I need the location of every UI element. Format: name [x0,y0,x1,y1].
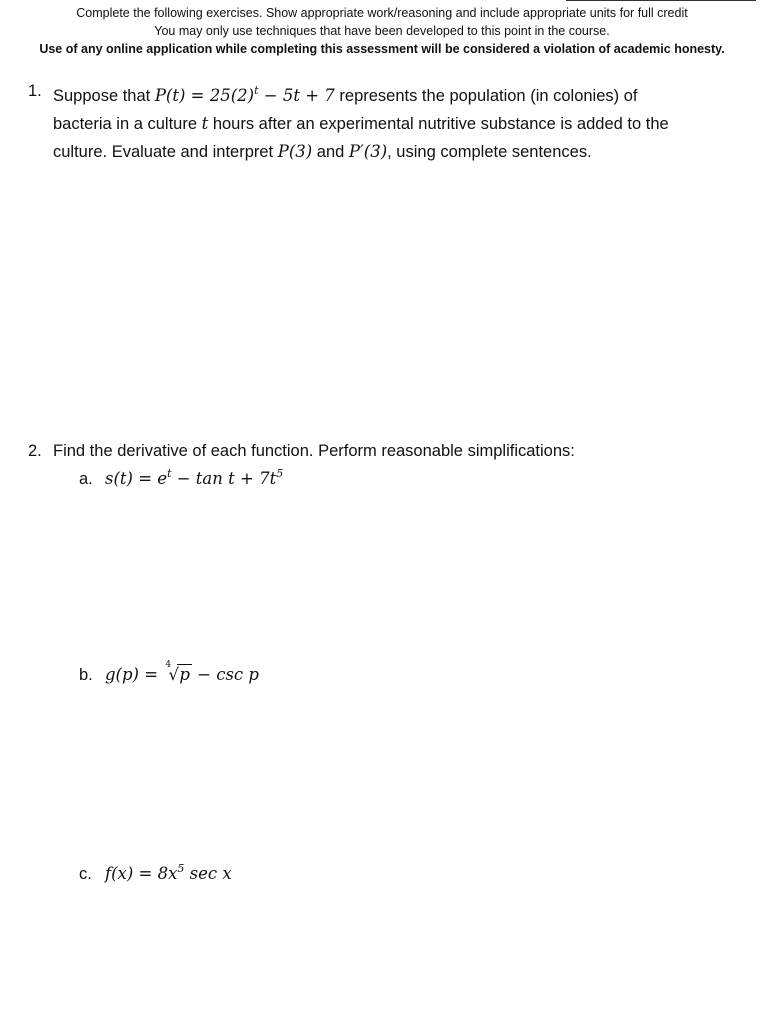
name-line-rule [566,0,756,1]
part-label: a. [79,470,93,488]
question-2c [79,862,232,884]
text: hours after an experimental nutritive substance is added to the [208,115,669,133]
question-number: 1. [28,82,42,100]
question-2 [28,437,768,467]
formula-part: f(x) = 8x [105,864,178,883]
exponent: 5 [177,862,185,875]
fourth-root [163,660,192,684]
text: , using complete sentences. [387,143,592,161]
function-g [105,660,259,684]
question-1 [28,77,768,167]
question-2a [79,467,283,489]
question-1-line-1 [53,77,669,110]
instruction-line-1: Complete the following exercises. Show appropriate work/reasoning and include appropriate units for full credit [76,6,688,20]
function-s [105,469,283,488]
text: bacteria in a culture [53,115,202,133]
variable: t [201,114,209,133]
formula-part: s(t) = e [105,469,168,488]
formula-part: − csc p [191,665,259,684]
part-label: c. [79,865,92,883]
text: culture. Evaluate and interpret [53,143,278,161]
exponent: t [167,467,172,480]
question-1-line-3 [53,138,669,166]
exponent: 5 [276,467,284,480]
question-number: 2. [28,442,42,460]
formula-part: g(p) = [105,665,164,684]
math-expression: P′(3) [348,142,388,161]
text: and [312,143,349,161]
question-1-text [53,77,669,166]
question-2-text: Find the derivative of each function. Perform reasonable simplifications: [53,442,575,460]
population-formula [155,86,335,105]
text: represents the population (in colonies) of [334,87,638,105]
question-2b [79,660,259,685]
formula-part: − 5t + 7 [258,86,335,105]
exponent: t [254,84,259,97]
instructions-header [0,4,764,58]
root-index: 4 [165,660,172,670]
instruction-line-2: You may only use techniques that have been developed to this point in the course. [154,24,610,38]
formula-part: − tan t + 7t [171,469,277,488]
question-1-line-2 [53,110,669,138]
text: Suppose that [53,87,155,105]
part-label: b. [79,666,93,684]
radicand: p [179,665,190,684]
academic-honesty-warning: Use of any online application while completing this assessment will be considered a violation of academic honesty. [39,42,725,56]
function-f [105,864,232,883]
formula-part: sec x [184,864,232,883]
formula-part: P(t) = 25(2) [154,86,255,105]
radical-symbol: √ [168,665,179,684]
math-expression: P(3) [277,142,313,161]
